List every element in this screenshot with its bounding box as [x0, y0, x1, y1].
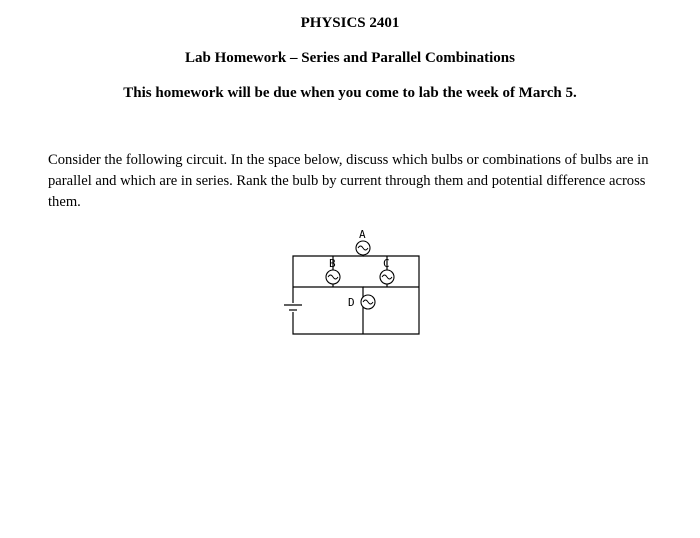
bulb-label-d: D	[348, 296, 355, 309]
wire-middle	[293, 287, 363, 334]
bulb-a	[356, 228, 370, 255]
wire-right-bottom	[293, 256, 419, 334]
bulb-label-c: C	[383, 257, 390, 270]
lab-title: Lab Homework – Series and Parallel Combinations	[184, 50, 515, 66]
instructions-paragraph: Consider the following circuit. In the space below, discuss which bulbs or combinations of bulbs are in parallel and which are in series. Rank the bulb by current through them and potential difference across them.	[48, 152, 649, 210]
bulb-c	[380, 257, 394, 284]
course-title: PHYSICS 2401	[300, 15, 400, 31]
battery-icon	[284, 305, 302, 310]
due-note: This homework will be due when you come to lab the week of March 5.	[123, 85, 577, 101]
bulb-d	[348, 295, 375, 309]
bulb-label-a: A	[359, 228, 366, 241]
circuit-wires	[293, 248, 419, 334]
bulb-label-b: B	[329, 257, 336, 270]
bulb-b	[326, 257, 340, 284]
circuit-diagram	[270, 222, 430, 340]
